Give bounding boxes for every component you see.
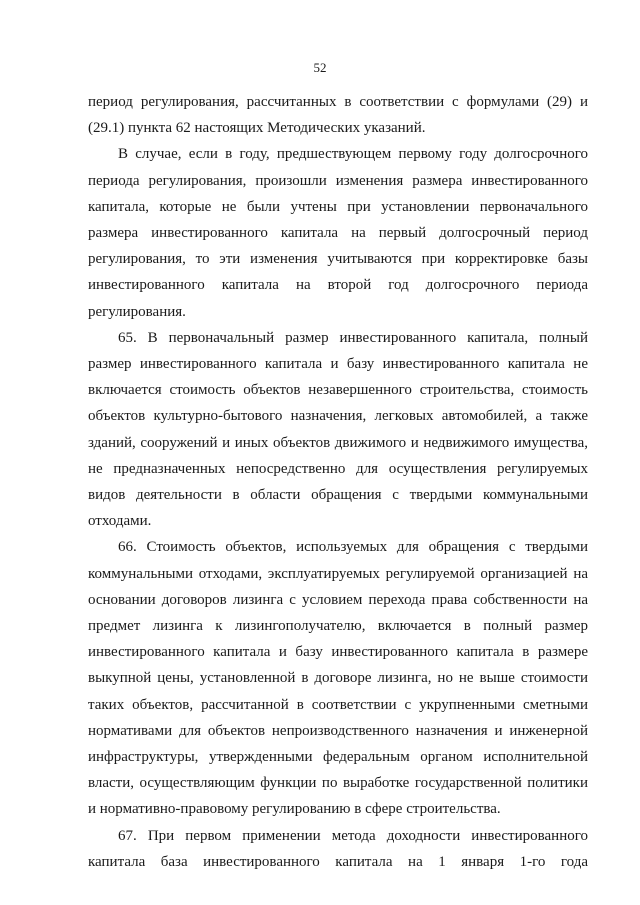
paragraph-continuation: период регулирования, рассчитанных в соответствии с формулами (29) и (29.1) пункта 62 настоящих Методических указаний. (88, 94, 588, 137)
paragraph-regulation-change: В случае, если в году, предшествующем первому году долгосрочного периода регулирования, произошли изменения размера инвестированного капитала, которые не были учтены при установлении первоначального размера инвестированного капитала на первый долгосрочный период регулирования, то эти изменения учитываются при корректировке базы инвестированного капитала на второй год долгосрочного периода регулирования. (88, 146, 588, 320)
page-number: 52 (313, 60, 327, 75)
paragraph-65: 65. В первоначальный размер инвестированного капитала, полный размер инвестированного капитала и базу инвестированного капитала не включается стоимость объектов незавершенного строительства, стоимость объектов культурно-бытового назначения, легковых автомобилей, а также зданий, сооружений и иных объектов движимого и недвижимого имущества, не предназначенных непосредственно для осуществления регулируемых видов деятельности в области обращения с твердыми коммунальными отходами. (88, 329, 588, 530)
paragraph-67: 67. При первом применении метода доходности инвестированного капитала база инвестированного капитала на 1 января 1-го года (88, 827, 588, 870)
document-body (88, 89, 588, 875)
paragraph-66: 66. Стоимость объектов, используемых для обращения с твердыми коммунальными отходами, эксплуатируемых регулируемой организацией на основании договоров лизинга с условием перехода права собственности на предмет лизинга к лизингополучателю, включается в полный размер инвестированного капитала и базу инвестированного капитала в размере выкупной цены, установленной в договоре лизинга, но не выше стоимости таких объектов, рассчитанной в соответствии с укрупненными сметными нормативами для объектов непроизводственного назначения и инженерной инфраструктуры, утвержденными федеральным органом исполнительной власти, осуществляющим функции по выработке государственной политики и нормативно-правовому регулированию в сфере строительства. (88, 539, 588, 818)
